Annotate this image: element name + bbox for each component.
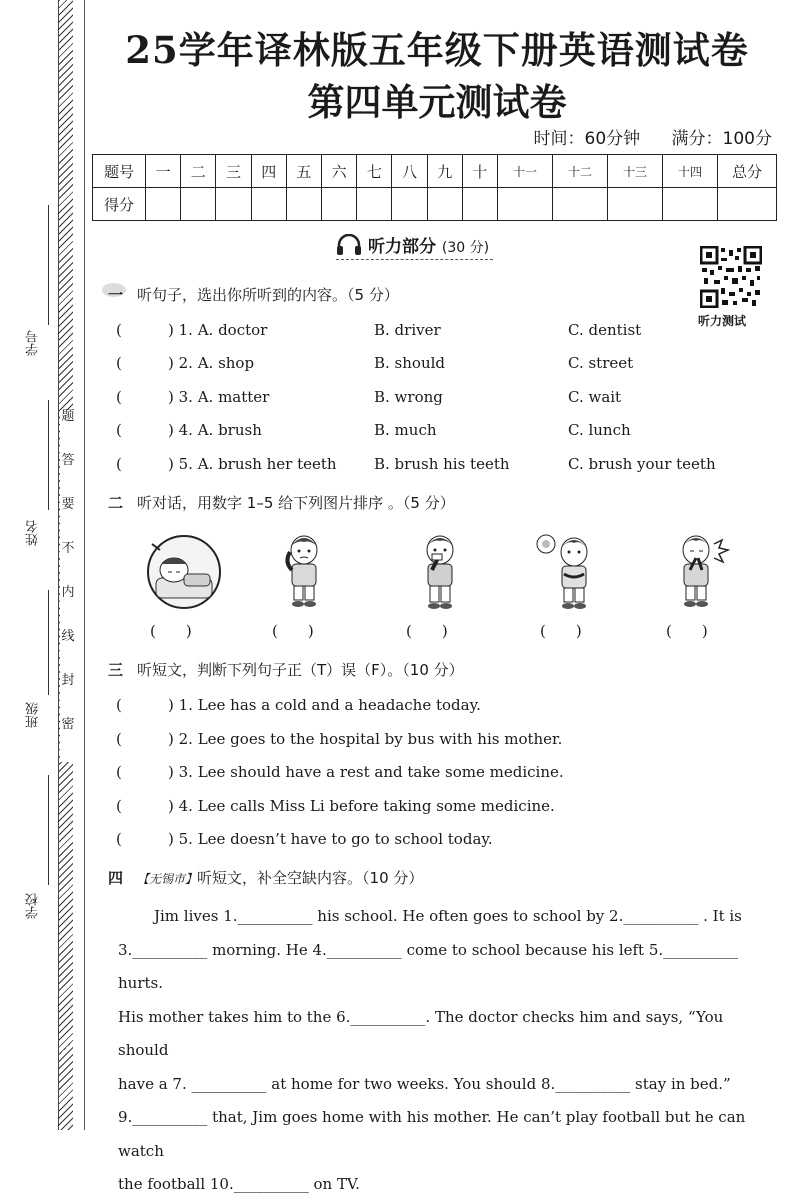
seal-text xyxy=(60,410,76,762)
seal-char: 题 xyxy=(60,410,76,454)
score-cell[interactable] xyxy=(392,188,427,221)
seal-char: 不 xyxy=(60,542,76,586)
col-header: 一 xyxy=(146,155,181,188)
section-4-instruction: 听短文，补全空缺内容。（10 分） xyxy=(197,869,424,887)
col-header: 九 xyxy=(427,155,462,188)
statement[interactable]: ) 4. Lee calls Miss Li before taking some medicine. xyxy=(168,797,555,815)
section-4-city: 【无锡市】 xyxy=(137,872,198,886)
passage-line[interactable]: 9.__________ that, Jim goes home with his mother. He can’t play football but he can watch xyxy=(118,1108,746,1160)
col-header: 七 xyxy=(357,155,392,188)
picture-answer-blank[interactable]: ( ) xyxy=(406,622,448,640)
class-field[interactable] xyxy=(18,590,48,740)
statement[interactable]: ) 3. Lee should have a rest and take some medicine. xyxy=(168,763,564,781)
open-paren: ( xyxy=(116,797,122,815)
col-header: 三 xyxy=(216,155,251,188)
option-b[interactable]: B. brush his teeth xyxy=(374,455,510,473)
picture-sleeping-boy xyxy=(144,530,224,612)
seal-char: 密 xyxy=(60,718,76,762)
school-line xyxy=(48,775,49,885)
option-c[interactable]: C. dentist xyxy=(568,321,642,339)
col-header: 十一 xyxy=(498,155,553,188)
score-cell[interactable] xyxy=(322,188,357,221)
full-score: 满分：100分 xyxy=(671,129,772,149)
listening-points: (30 分) xyxy=(441,240,490,256)
qr-label: 听力测试 xyxy=(698,314,747,328)
option-b[interactable]: B. driver xyxy=(374,321,441,339)
option-a[interactable]: ) 3. A. matter xyxy=(168,388,270,406)
seal-char: 封 xyxy=(60,674,76,718)
score-cell[interactable] xyxy=(181,188,216,221)
exam-title: 25学年译林版五年级下册英语测试卷 xyxy=(125,28,749,72)
picture-boy-coughing xyxy=(410,530,470,614)
score-cell[interactable] xyxy=(553,188,608,221)
open-paren: ( xyxy=(116,730,122,748)
seal-char: 答 xyxy=(60,454,76,498)
picture-answer-blank[interactable]: ( ) xyxy=(272,622,314,640)
row-label-score: 得分 xyxy=(93,188,146,221)
student-name-field[interactable] xyxy=(18,400,48,560)
option-a[interactable]: ) 5. A. brush her teeth xyxy=(168,455,337,473)
open-paren: ( xyxy=(116,763,122,781)
option-c[interactable]: C. lunch xyxy=(568,421,631,439)
student-name-label: 姓名 xyxy=(26,520,41,546)
col-header: 十三 xyxy=(608,155,663,188)
class-line xyxy=(48,590,49,695)
headphone-icon xyxy=(336,234,362,256)
option-a[interactable]: ) 2. A. shop xyxy=(168,354,255,372)
seal-char: 内 xyxy=(60,586,76,630)
open-paren: ( xyxy=(116,421,122,439)
score-cell[interactable] xyxy=(498,188,553,221)
section-4-number: 四 xyxy=(108,869,124,887)
listening-title: 听力部分 xyxy=(368,237,436,257)
open-paren: ( xyxy=(116,388,122,406)
section-2-instruction: 听对话，用数字 1–5 给下列图片排序 。（5 分） xyxy=(137,494,455,512)
score-cell[interactable] xyxy=(357,188,392,221)
section-2-heading xyxy=(108,492,455,513)
listening-heading xyxy=(336,232,493,260)
binding-margin xyxy=(0,0,86,1130)
picture-answer-blank[interactable]: ( ) xyxy=(540,622,582,640)
picture-boy-toothache xyxy=(274,530,334,614)
score-cell[interactable] xyxy=(427,188,462,221)
student-number-field[interactable] xyxy=(18,205,48,375)
col-header-total: 总分 xyxy=(718,155,777,188)
time-limit: 时间：60分钟 xyxy=(533,129,641,149)
student-name-line xyxy=(48,400,49,510)
score-table xyxy=(92,154,777,221)
passage-line[interactable]: have a 7. __________ at home for two weeks. You should 8.__________ stay in bed.” xyxy=(118,1074,731,1093)
class-label: 班级 xyxy=(26,702,41,728)
passage-line[interactable]: His mother takes him to the 6.__________. The doctor checks him and says, “You should xyxy=(118,1007,724,1059)
col-header: 四 xyxy=(251,155,286,188)
section-3-heading xyxy=(108,659,464,680)
section-1-number: 一 xyxy=(108,286,124,304)
score-row xyxy=(93,188,777,221)
statement[interactable]: ) 2. Lee goes to the hospital by bus with his mother. xyxy=(168,730,563,748)
col-header: 十四 xyxy=(662,155,717,188)
school-field[interactable] xyxy=(18,775,48,925)
picture-answer-blank[interactable]: ( ) xyxy=(150,622,192,640)
cloze-passage xyxy=(118,900,766,1202)
col-header: 五 xyxy=(286,155,321,188)
option-c[interactable]: C. wait xyxy=(568,388,622,406)
binding-line xyxy=(84,0,85,1130)
option-c[interactable]: C. street xyxy=(568,354,634,372)
option-a[interactable]: ) 1. A. doctor xyxy=(168,321,268,339)
section-2-number: 二 xyxy=(108,494,124,512)
seal-char: 线 xyxy=(60,630,76,674)
col-header: 二 xyxy=(181,155,216,188)
qr-code-icon[interactable] xyxy=(700,246,762,308)
open-paren: ( xyxy=(116,830,122,848)
student-number-label: 学号 xyxy=(26,330,41,356)
col-header: 六 xyxy=(322,155,357,188)
section-1-heading xyxy=(108,284,399,305)
seal-char: 要 xyxy=(60,498,76,542)
section-4-heading xyxy=(108,867,423,888)
score-cell[interactable] xyxy=(251,188,286,221)
col-header: 十二 xyxy=(553,155,608,188)
option-b[interactable]: B. much xyxy=(374,421,437,439)
score-cell[interactable] xyxy=(146,188,181,221)
section-3-number: 三 xyxy=(108,661,124,679)
statement[interactable]: ) 5. Lee doesn’t have to go to school today. xyxy=(168,830,493,848)
score-cell[interactable] xyxy=(216,188,251,221)
school-label: 学校 xyxy=(26,893,41,919)
section-1-instruction: 听句子，选出你所听到的内容。（5 分） xyxy=(137,286,399,304)
open-paren: ( xyxy=(116,455,122,473)
row-label-question: 题号 xyxy=(93,155,146,188)
open-paren: ( xyxy=(116,354,122,372)
passage-line[interactable]: Jim lives 1.__________ his school. He often goes to school by 2.__________ . It is xyxy=(154,907,742,925)
open-paren: ( xyxy=(116,321,122,339)
open-paren: ( xyxy=(116,696,122,714)
option-b[interactable]: B. wrong xyxy=(374,388,443,406)
picture-boy-sneezing xyxy=(668,530,732,614)
option-b[interactable]: B. should xyxy=(374,354,446,372)
col-header: 十 xyxy=(462,155,497,188)
picture-answer-blank[interactable]: ( ) xyxy=(666,622,708,640)
score-cell[interactable] xyxy=(608,188,663,221)
score-cell[interactable] xyxy=(662,188,717,221)
option-a[interactable]: ) 4. A. brush xyxy=(168,421,262,439)
option-c[interactable]: C. brush your teeth xyxy=(568,455,716,473)
score-cell[interactable] xyxy=(286,188,321,221)
col-header: 八 xyxy=(392,155,427,188)
exam-info xyxy=(508,124,773,149)
picture-boy-thinking-food xyxy=(534,530,610,614)
score-cell[interactable] xyxy=(462,188,497,221)
passage-line[interactable]: 3.__________ morning. He 4.__________ come to school because his left 5.__________ hurts. xyxy=(118,940,739,992)
exam-subtitle: 第四单元测试卷 xyxy=(307,80,567,124)
passage-line[interactable]: the football 10.__________ on TV. xyxy=(118,1175,360,1193)
section-3-instruction: 听短文，判断下列句子正（T）误（F）。（10 分） xyxy=(137,661,464,679)
question-number-row xyxy=(93,155,777,188)
score-cell-total[interactable] xyxy=(718,188,777,221)
student-number-line xyxy=(48,205,49,325)
statement[interactable]: ) 1. Lee has a cold and a headache today. xyxy=(168,696,481,714)
